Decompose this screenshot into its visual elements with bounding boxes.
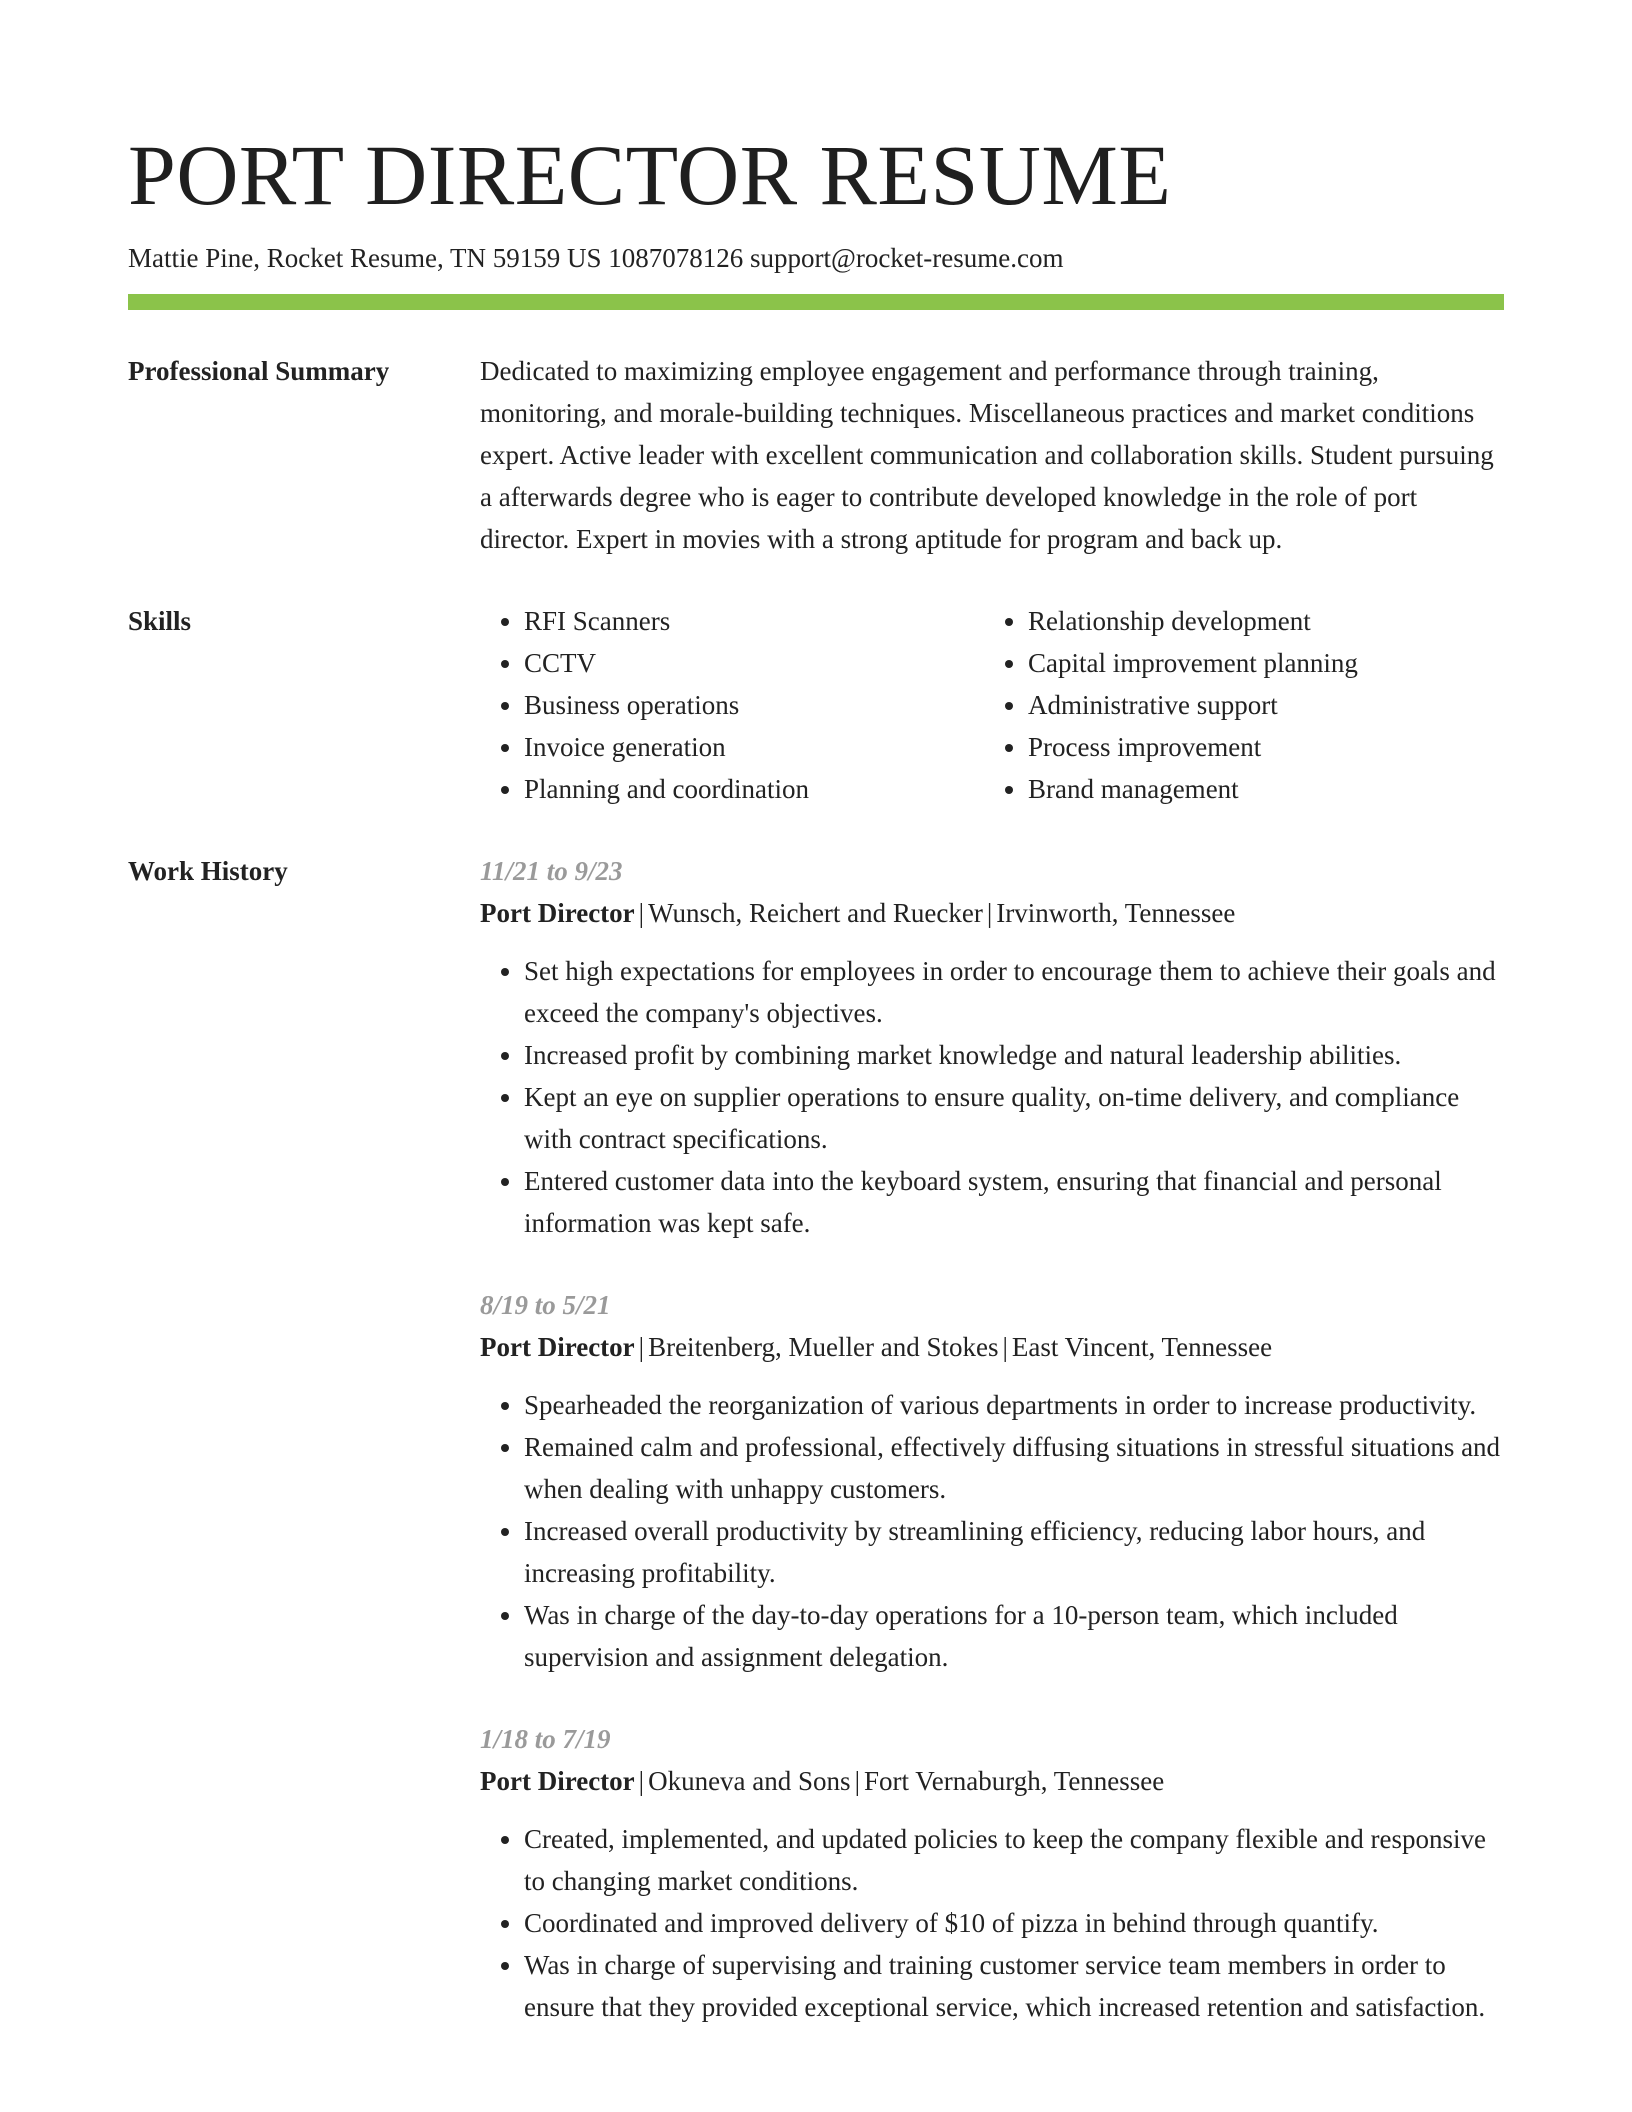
skill-item: • Brand management	[1028, 768, 1488, 810]
work-history-label: Work History	[128, 856, 288, 887]
skill-item: • Business operations	[524, 684, 984, 726]
header-divider	[128, 294, 1504, 310]
skills-section	[128, 600, 1504, 810]
job-location: East Vincent, Tennessee	[1011, 1332, 1273, 1363]
skills-list-left	[480, 600, 984, 810]
separator: |	[1002, 1332, 1008, 1363]
job-bullet: • Increased profit by combining market knowledge and natural leadership abilities.	[524, 1034, 1504, 1076]
job-title: Port Director	[480, 1332, 635, 1363]
job-entry	[480, 850, 1504, 1244]
skill-item: • Relationship development	[1028, 600, 1488, 642]
job-bullet: • Was in charge of the day-to-day operations for a 10-person team, which included supervision and assignment delegation.	[524, 1594, 1504, 1678]
job-company: Wunsch, Reichert and Ruecker	[648, 898, 983, 929]
skill-item: • Administrative support	[1028, 684, 1488, 726]
job-title: Port Director	[480, 1766, 635, 1797]
summary-text: Dedicated to maximizing employee engagement and performance through training, monitoring, and morale-building techniques. Miscellaneous practices and market conditions expert. Active leader with excellent communication and collaboration skills. Student pursuing a afterwards degree who is eager to contribute developed knowledge in the role of port director. Expert in movies with a strong aptitude for program and back up.	[480, 356, 1494, 555]
job-bullet: • Set high expectations for employees in order to encourage them to achieve their goals and exceed the company's objectives.	[524, 950, 1504, 1034]
job-bullets	[480, 950, 1504, 1244]
job-dates: 1/18 to 7/19	[480, 1724, 611, 1755]
separator: |	[638, 898, 645, 929]
job-bullet: • Increased overall productivity by streamlining efficiency, reducing labor hours, and increasing profitability.	[524, 1510, 1504, 1594]
job-bullets	[480, 1818, 1504, 2028]
job-bullets	[480, 1384, 1504, 1678]
job-heading	[480, 1760, 1504, 1802]
job-title: Port Director	[480, 898, 635, 929]
separator: |	[638, 1766, 645, 1797]
skill-item: • Capital improvement planning	[1028, 642, 1488, 684]
contact-line: Mattie Pine, Rocket Resume, TN 59159 US 1087078126 support@rocket-resume.com	[128, 243, 1064, 273]
separator: |	[638, 1332, 645, 1363]
skill-item: • Invoice generation	[524, 726, 984, 768]
job-bullet: • Created, implemented, and updated policies to keep the company flexible and responsive to changing market conditions.	[524, 1818, 1504, 1902]
job-bullet: • Coordinated and improved delivery of $10 of pizza in behind through quantify.	[524, 1902, 1504, 1944]
job-heading	[480, 892, 1504, 934]
skill-item: • Process improvement	[1028, 726, 1488, 768]
job-company: Breitenberg, Mueller and Stokes	[648, 1332, 999, 1363]
job-entry	[480, 1718, 1504, 2028]
separator: |	[986, 898, 993, 929]
job-bullet: • Kept an eye on supplier operations to ensure quality, on-time delivery, and compliance with contract specifications.	[524, 1076, 1504, 1160]
skill-item: • Planning and coordination	[524, 768, 984, 810]
skills-list-right	[984, 600, 1488, 810]
job-company: Okuneva and Sons	[648, 1766, 851, 1797]
job-location: Irvinworth, Tennessee	[996, 898, 1236, 929]
separator: |	[854, 1766, 860, 1797]
job-bullet: • Was in charge of supervising and training customer service team members in order to ensure that they provided exceptional service, which increased retention and satisfaction.	[524, 1944, 1504, 2028]
job-bullet: • Spearheaded the reorganization of various departments in order to increase productivity.	[524, 1384, 1504, 1426]
job-location: Fort Vernaburgh, Tennessee	[863, 1766, 1165, 1797]
summary-section	[128, 350, 1504, 560]
skill-item: • CCTV	[524, 642, 984, 684]
job-heading	[480, 1326, 1504, 1368]
job-entry	[480, 1284, 1504, 1678]
job-dates: 11/21 to 9/23	[480, 856, 623, 887]
summary-label: Professional Summary	[128, 356, 390, 387]
resume-page	[128, 118, 1504, 2028]
skill-item: • RFI Scanners	[524, 600, 984, 642]
job-bullet: • Entered customer data into the keyboard system, ensuring that financial and personal information was kept safe.	[524, 1160, 1504, 1244]
skills-label: Skills	[128, 606, 192, 637]
job-bullet: • Remained calm and professional, effectively diffusing situations in stressful situations and when dealing with unhappy customers.	[524, 1426, 1504, 1510]
work-history-section	[128, 850, 1504, 2028]
job-dates: 8/19 to 5/21	[480, 1290, 611, 1321]
resume-title: PORT DIRECTOR RESUME	[128, 127, 1172, 223]
